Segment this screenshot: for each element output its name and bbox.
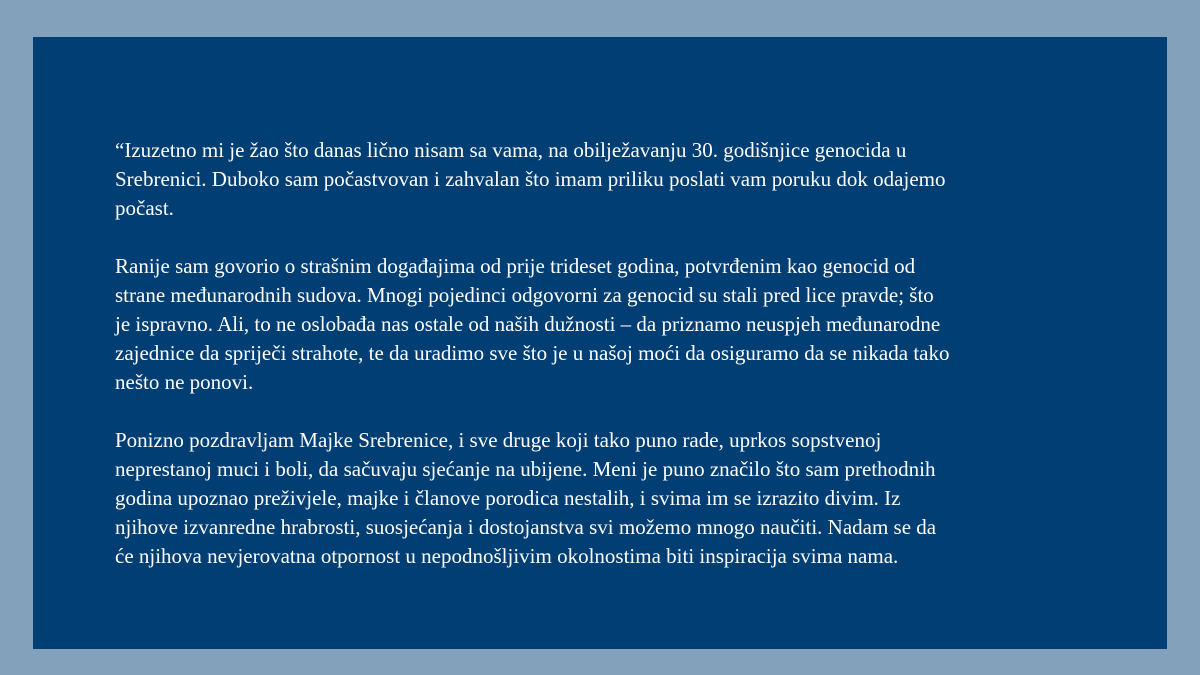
quote-panel (33, 37, 1167, 649)
quote-text (115, 136, 1105, 571)
quote-paragraph-2: Ranije sam govorio o strašnim događajima od prije trideset godina, potvrđenim kao genocid od strane međunarodnih sudova. Mnogi pojedinci odgovorni za genocid su stali pred lice pravde; što je ispravno. Ali, to ne oslobađa nas ostale od naših dužnosti – da priznamo neuspjeh međunarodne zajednice da spriječi strahote, te da uradimo sve što je u našoj moći da osiguramo da se nikada tako nešto ne ponovi. (115, 254, 950, 394)
quote-paragraph-1: “Izuzetno mi je žao što danas lično nisam sa vama, na obilježavanju 30. godišnjice genocida u Srebrenici. Duboko sam počastvovan i zahvalan što imam priliku poslati vam poruku dok odajemo počast. (115, 138, 946, 220)
quote-paragraph-3: Ponizno pozdravljam Majke Srebrenice, i sve druge koji tako puno rade, uprkos sopstvenoj neprestanoj muci i boli, da sačuvaju sjećanje na ubijene. Meni je puno značilo što sam prethodnih godina upoznao preživjele, majke i članove porodica nestalih, i svima im se izrazito divim. Iz njihove izvanredne hrabrosti, suosjećanja i dostojanstva svi možemo mnogo naučiti. Nadam se da će njihova nevjerovatna otpornost u nepodnošljivim okolnostima biti inspiracija svima nama. (115, 428, 937, 568)
